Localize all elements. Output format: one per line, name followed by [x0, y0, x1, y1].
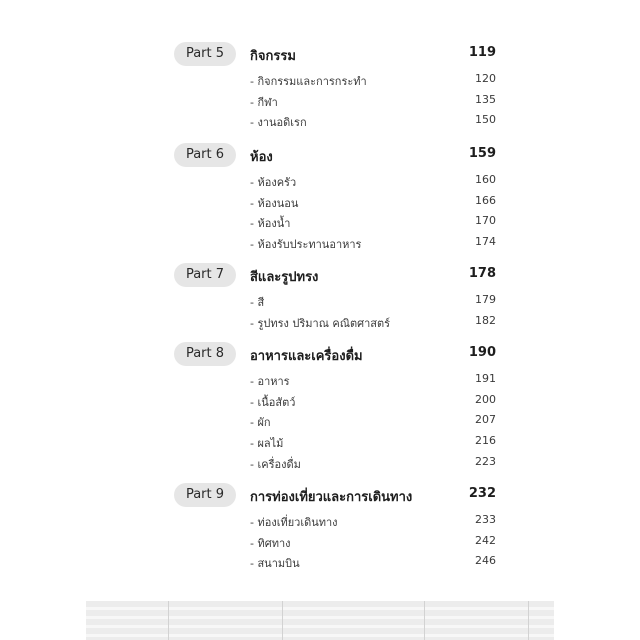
toc-item-page: 120 [475, 72, 496, 85]
part-header [174, 263, 504, 289]
toc-item-label: - กิจกรรมและการกระทำ [250, 75, 367, 88]
part-title: อาหารและเครื่องดื่ม [250, 349, 363, 364]
toc-part-5 [174, 42, 504, 133]
toc-item-page: 160 [475, 173, 496, 186]
toc-item-label: - รูปทรง ปริมาณ คณิตศาสตร์ [250, 316, 391, 330]
toc-item [174, 512, 504, 533]
part-page-number: 178 [468, 266, 496, 281]
part-title: การท่องเที่ยวและการเดินทาง [250, 490, 413, 505]
toc-part-9 [174, 483, 504, 574]
part-title: กิจกรรม [250, 49, 296, 64]
toc-item-label: - ท่องเที่ยวเดินทาง [250, 516, 338, 529]
toc-item-label: - สี [250, 296, 265, 309]
toc-item-page: 135 [475, 92, 496, 106]
part-page-number: 159 [468, 146, 496, 161]
toc-item [174, 172, 504, 193]
toc-item [174, 234, 504, 255]
toc-item-page: 246 [475, 554, 496, 568]
toc-item [174, 412, 504, 433]
toc-item [174, 71, 504, 92]
toc-part-6 [174, 143, 504, 255]
toc-item [174, 454, 504, 475]
toc-item-page: 200 [475, 392, 496, 406]
part-items [174, 512, 504, 574]
part-title: สีและรูปทรง [250, 270, 319, 285]
toc-item-page: 182 [475, 313, 496, 327]
toc-item [174, 553, 504, 574]
toc-part-7 [174, 263, 504, 333]
toc-item-label: - ผลไม้ [250, 437, 284, 451]
toc-item-page: 223 [475, 454, 496, 468]
part-header [174, 483, 504, 509]
part-header [174, 42, 504, 68]
strip-divider [282, 601, 283, 640]
toc-item-label: - เครื่องดื่ม [250, 457, 301, 471]
toc-item-page: 233 [475, 513, 496, 526]
toc-item-label: - อาหาร [250, 375, 290, 388]
part-items [174, 292, 504, 333]
part-header [174, 342, 504, 368]
toc-item [174, 371, 504, 392]
page-edge-strip [86, 601, 554, 640]
toc-item [174, 292, 504, 313]
toc-item-label: - กีฬา [250, 95, 278, 109]
part-label-pill: Part 5 [174, 42, 236, 66]
toc-item-page: 242 [475, 533, 496, 547]
toc-item-page: 150 [475, 113, 496, 127]
toc-item-label: - ห้องรับประทานอาหาร [250, 238, 362, 252]
toc-item-page: 179 [475, 293, 496, 306]
part-page-number: 232 [468, 486, 496, 501]
toc-item-page: 170 [475, 214, 496, 228]
toc-item-page: 166 [475, 193, 496, 207]
toc-item [174, 392, 504, 413]
part-label-pill: Part 7 [174, 263, 236, 287]
toc-item [174, 193, 504, 214]
toc-item-page: 174 [475, 235, 496, 249]
toc-part-8 [174, 342, 504, 474]
part-header [174, 143, 504, 169]
toc-item-page: 191 [475, 372, 496, 385]
part-label-pill: Part 9 [174, 483, 236, 507]
toc-item [174, 112, 504, 133]
part-page-number: 119 [468, 45, 496, 60]
toc-item-label: - ห้องน้ำ [250, 217, 291, 231]
toc-item-label: - ห้องนอน [250, 196, 299, 210]
toc-item [174, 313, 504, 334]
toc-item-label: - งานอดิเรก [250, 116, 307, 130]
toc-item-label: - สนามบิน [250, 557, 300, 571]
toc-item-label: - ทิศทาง [250, 536, 291, 550]
toc-item [174, 533, 504, 554]
part-items [174, 371, 504, 474]
toc-item-page: 216 [475, 434, 496, 448]
strip-divider [168, 601, 169, 640]
toc-item-label: - เนื้อสัตว์ [250, 395, 296, 409]
strip-divider [528, 601, 529, 640]
toc-item-label: - ห้องครัว [250, 176, 297, 189]
part-label-pill: Part 6 [174, 143, 236, 167]
part-page-number: 190 [468, 345, 496, 360]
part-title: ห้อง [250, 150, 273, 165]
toc-item-label: - ผัก [250, 416, 271, 430]
toc-item [174, 213, 504, 234]
part-items [174, 172, 504, 255]
part-label-pill: Part 8 [174, 342, 236, 366]
toc-item-page: 207 [475, 413, 496, 427]
strip-divider [424, 601, 425, 640]
toc-item [174, 433, 504, 454]
part-items [174, 71, 504, 133]
toc-item [174, 92, 504, 113]
